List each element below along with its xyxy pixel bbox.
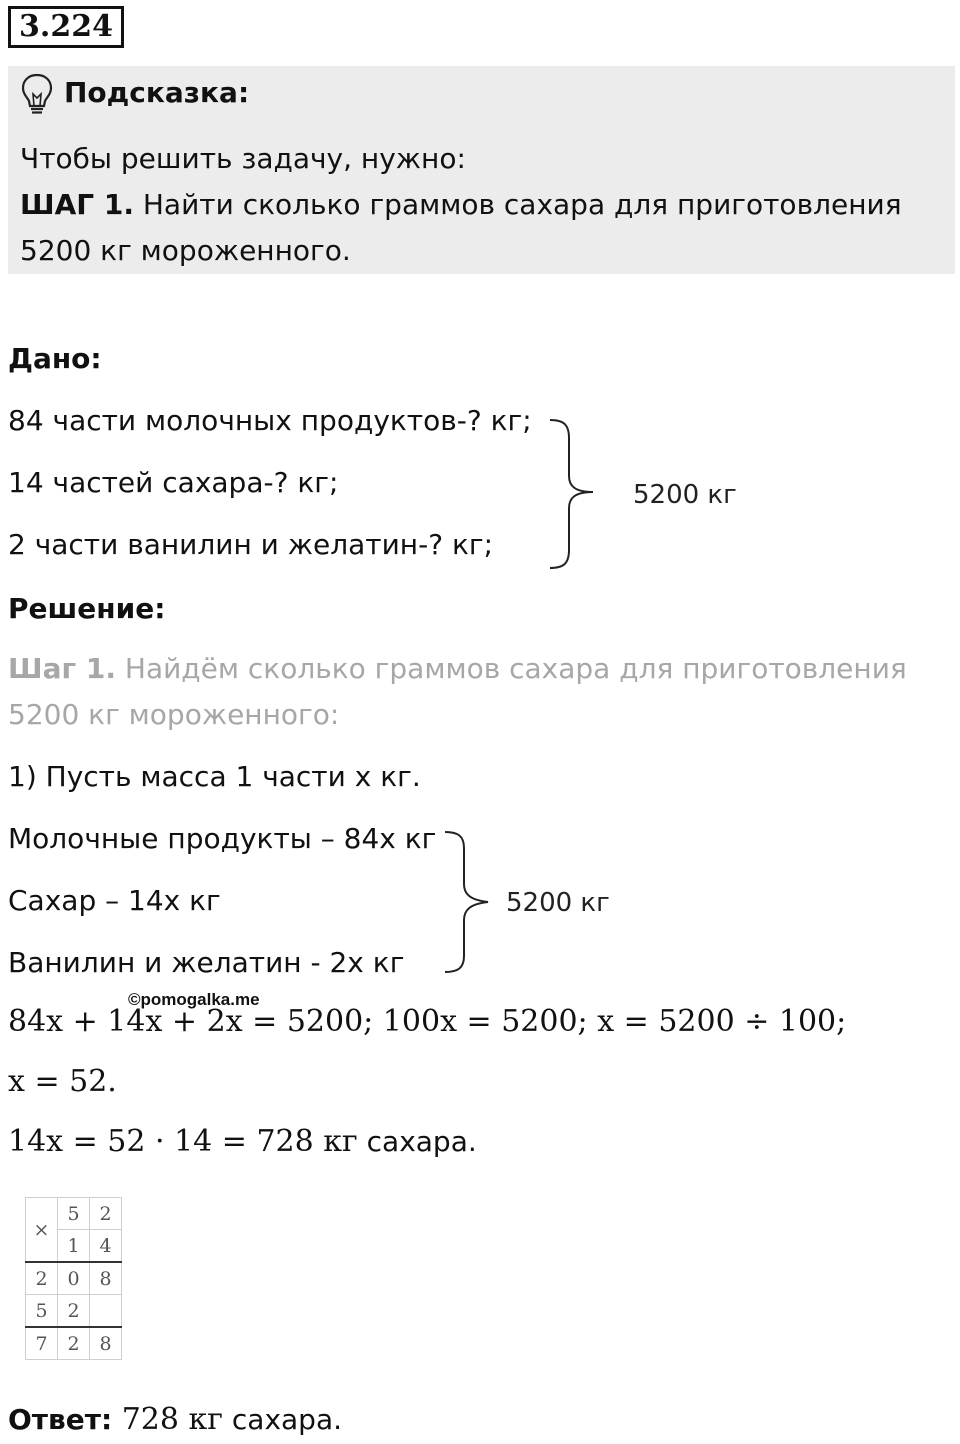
- column-multiplication: [25, 1197, 122, 1360]
- calc-cell: [90, 1295, 122, 1328]
- equation-3-word: сахара.: [357, 1125, 477, 1158]
- curly-brace: [440, 828, 500, 978]
- hint-step: [20, 188, 902, 221]
- answer-value: 728 кг: [112, 1402, 223, 1437]
- problem-number: 3.224: [8, 6, 124, 48]
- calc-cell: 2: [58, 1295, 90, 1328]
- solution-step: [8, 652, 907, 685]
- solution-total: 5200 кг: [506, 888, 610, 918]
- solution-part: Сахар – 14х кг: [8, 884, 221, 917]
- answer-label: Ответ:: [8, 1403, 113, 1436]
- solution-let: 1) Пусть масса 1 части х кг.: [8, 760, 421, 793]
- hint-step-text-2: 5200 кг мороженного.: [20, 234, 351, 267]
- calc-cell: 5: [58, 1198, 90, 1230]
- given-item: 84 части молочных продуктов-? кг;: [8, 404, 532, 437]
- given-item: 2 части ванилин и желатин-? кг;: [8, 528, 494, 561]
- calc-cell: 2: [58, 1327, 90, 1360]
- calc-cell: 8: [90, 1262, 122, 1295]
- equation-1: 84x + 14x + 2x = 5200; 100x = 5200; x = 5200 ÷ 100;: [8, 1004, 847, 1039]
- answer-word: сахара.: [222, 1403, 342, 1436]
- given-title: Дано:: [8, 342, 102, 375]
- calc-cell: 7: [26, 1327, 58, 1360]
- calc-cell: 8: [90, 1327, 122, 1360]
- calc-cell: 1: [58, 1230, 90, 1263]
- calc-cell: 2: [90, 1198, 122, 1230]
- hint-line: Чтобы решить задачу, нужно:: [20, 142, 466, 175]
- solution-title: Решение:: [8, 592, 166, 625]
- equation-2: x = 52.: [8, 1064, 117, 1099]
- given-total: 5200 кг: [633, 480, 737, 510]
- solution-part: Ванилин и желатин - 2х кг: [8, 946, 405, 979]
- hint-step-label: ШАГ 1.: [20, 188, 134, 221]
- equation-3: [8, 1124, 477, 1159]
- solution-step-text-2: 5200 кг мороженного:: [8, 698, 340, 731]
- solution-step-label: Шаг 1.: [8, 652, 116, 685]
- hint-title: Подсказка:: [64, 76, 250, 109]
- watermark: ©pomogalka.me: [128, 990, 260, 1009]
- multiply-operator: ×: [26, 1198, 58, 1263]
- solution-part: Молочные продукты – 84х кг: [8, 822, 437, 855]
- answer: [8, 1402, 342, 1437]
- calc-cell: 0: [58, 1262, 90, 1295]
- given-item: 14 частей сахара-? кг;: [8, 466, 339, 499]
- curly-brace: [545, 416, 605, 576]
- hint-step-text: Найти сколько граммов сахара для приготовления: [133, 188, 902, 221]
- calc-cell: 4: [90, 1230, 122, 1263]
- equation-3-math: 14x = 52 · 14 = 728 кг: [8, 1124, 358, 1159]
- calc-cell: 5: [26, 1295, 58, 1328]
- solution-step-text: Найдём сколько граммов сахара для приготовления: [115, 652, 907, 685]
- calc-cell: 2: [26, 1262, 58, 1295]
- lightbulb-icon: [20, 72, 54, 116]
